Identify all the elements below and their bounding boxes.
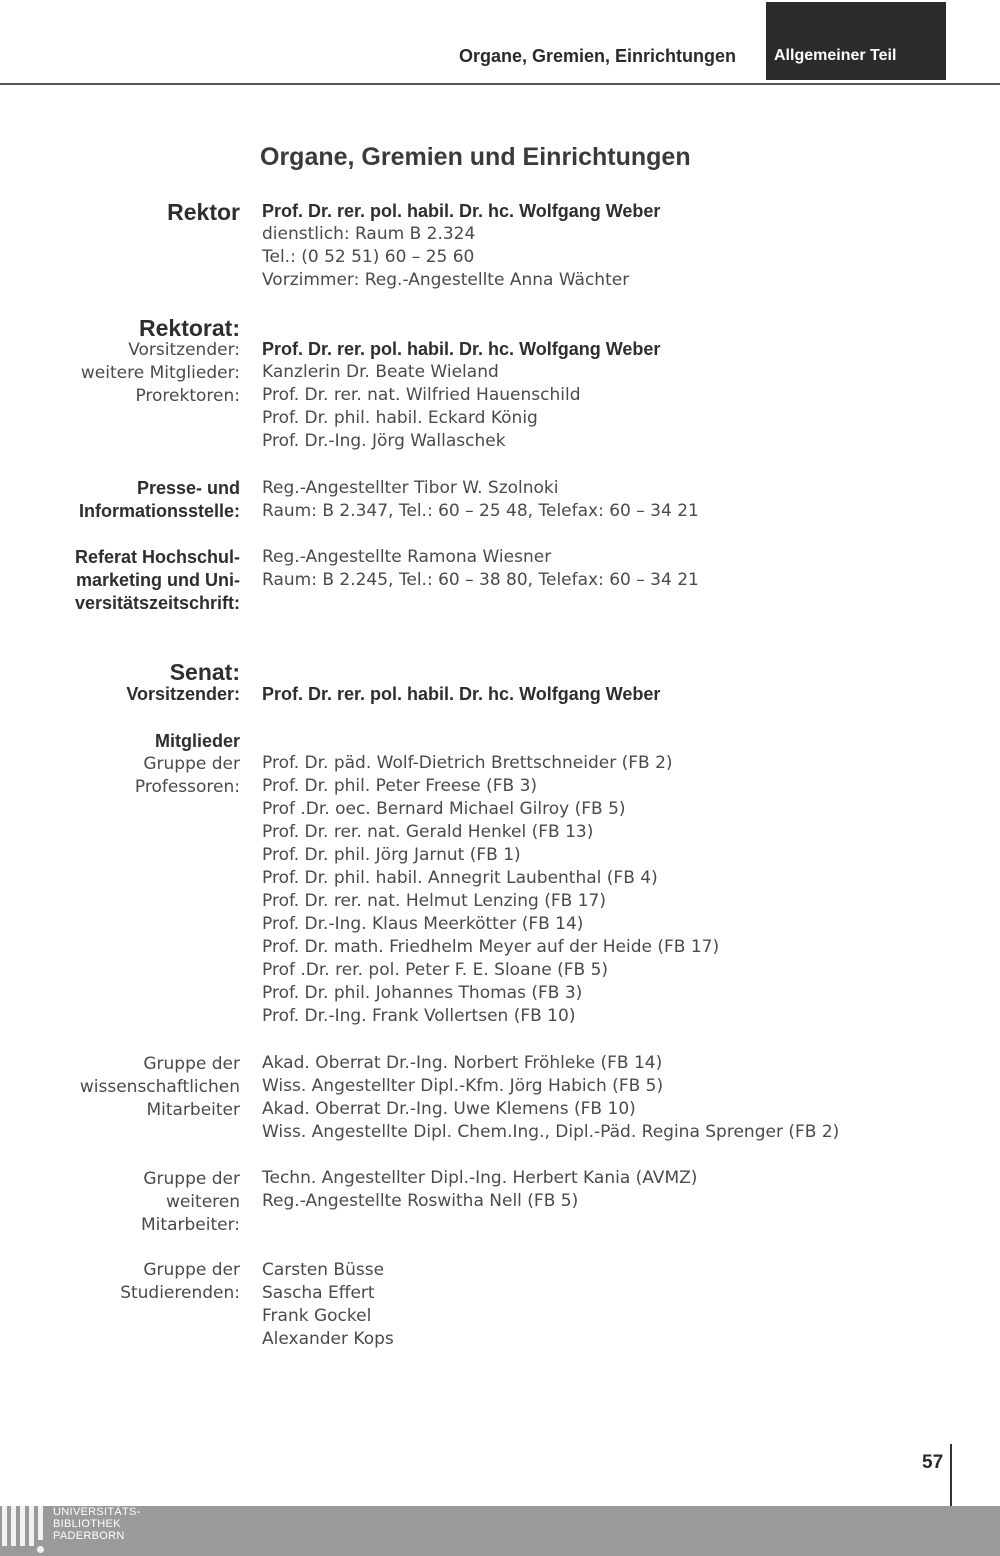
rektorat-member: Kanzlerin Dr. Beate Wieland (262, 362, 499, 382)
weitere-item: Reg.-Angestellte Roswitha Nell (FB 5) (262, 1191, 579, 1211)
page-number: 57 (922, 1452, 944, 1473)
referat-label-line1: Referat Hochschul- (74, 547, 240, 567)
studierende-label-line2: Studierenden: (120, 1283, 240, 1303)
wiss-item: Wiss. Angestellter Dipl.-Kfm. Jörg Habich (FB 5) (262, 1076, 664, 1096)
library-logo-line: PADERBORN (53, 1530, 125, 1542)
senat-chair-block (262, 683, 660, 706)
professor-item: Prof. Dr. phil. Johannes Thomas (FB 3) (262, 983, 583, 1003)
professor-item: Prof. Dr. phil. habil. Annegrit Laubenthal (FB 4) (262, 868, 658, 888)
weitere-list (262, 1167, 697, 1213)
referat-label-line3: versitätszeitschrift: (74, 593, 240, 613)
header-divider (0, 83, 1000, 85)
professor-item: Prof .Dr. oec. Bernard Michael Gilroy (FB 5) (262, 799, 626, 819)
presse-name: Reg.-Angestellter Tibor W. Szolnoki (262, 478, 559, 498)
professor-item: Prof. Dr. rer. nat. Gerald Henkel (FB 13) (262, 822, 594, 842)
referat-contact: Raum: B 2.245, Tel.: 60 – 38 80, Telefax: 60 – 34 21 (262, 570, 699, 590)
wiss-list (262, 1052, 839, 1144)
rektor-name: Prof. Dr. rer. pol. habil. Dr. hc. Wolfgang Weber (262, 201, 661, 221)
professoren-label-line2: Professoren: (134, 777, 240, 797)
prorektor-item: Prof. Dr. rer. nat. Wilfried Hauenschild (262, 385, 581, 405)
running-header-title: Organe, Gremien, Einrichtungen (458, 46, 736, 66)
referat-name: Reg.-Angestellte Ramona Wiesner (262, 547, 552, 567)
rektorat-heading: Rektorat: (139, 315, 240, 341)
rektorat-chair-label: Vorsitzender: (128, 340, 240, 360)
rektor-label: Rektor (167, 199, 240, 225)
wiss-item: Wiss. Angestellte Dipl. Chem.Ing., Dipl.-Päd. Regina Sprenger (FB 2) (262, 1122, 840, 1142)
section-tab: Allgemeiner Teil (766, 2, 946, 80)
senat-members-heading: Mitglieder (154, 731, 240, 751)
rektor-room: dienstlich: Raum B 2.324 (262, 224, 476, 244)
rektorat-prorektoren-label: Prorektoren: (135, 386, 240, 406)
wiss-item: Akad. Oberrat Dr.-Ing. Norbert Fröhleke (FB 14) (262, 1053, 663, 1073)
referat-label-line2: marketing und Uni- (75, 570, 240, 590)
referat-details (262, 546, 699, 592)
library-logo-line: UNIVERSITÄTS- (53, 1506, 141, 1518)
student-item: Alexander Kops (262, 1329, 394, 1349)
prorektor-item: Prof. Dr. phil. habil. Eckard König (262, 408, 538, 428)
professor-item: Prof .Dr. rer. pol. Peter F. E. Sloane (FB 5) (262, 960, 609, 980)
rektor-phone: Tel.: (0 52 51) 60 – 25 60 (262, 247, 475, 267)
weitere-label-line2: weiteren (165, 1192, 240, 1212)
presse-details (262, 477, 699, 523)
professor-item: Prof. Dr. rer. nat. Helmut Lenzing (FB 17) (262, 891, 606, 911)
presse-label-line1: Presse- und (136, 478, 240, 498)
wiss-label-line2: wissenschaftlichen (79, 1077, 240, 1097)
presse-contact: Raum: B 2.347, Tel.: 60 – 25 48, Telefax: 60 – 34 21 (262, 501, 699, 521)
senat-chair-label: Vorsitzender: (126, 684, 240, 704)
wiss-label-line3: Mitarbeiter (146, 1100, 240, 1120)
professor-item: Prof. Dr. phil. Peter Freese (FB 3) (262, 776, 538, 796)
student-item: Carsten Büsse (262, 1260, 385, 1280)
professor-item: Prof. Dr. math. Friedhelm Meyer auf der Heide (FB 17) (262, 937, 720, 957)
wiss-item: Akad. Oberrat Dr.-Ing. Uwe Klemens (FB 10) (262, 1099, 636, 1119)
page-title: Organe, Gremien und Einrichtungen (260, 143, 691, 171)
rektorat-members-label: weitere Mitglieder: (80, 363, 240, 383)
library-logo-text (53, 1506, 141, 1542)
library-logo-line: BIBLIOTHEK (53, 1518, 121, 1530)
rektorat-chair: Prof. Dr. rer. pol. habil. Dr. hc. Wolfgang Weber (262, 339, 661, 359)
professoren-list (262, 752, 719, 1028)
professor-item: Prof. Dr.-Ing. Klaus Meerkötter (FB 14) (262, 914, 584, 934)
footer-bar (0, 1506, 1000, 1556)
professor-item: Prof. Dr. päd. Wolf-Dietrich Brettschneider (FB 2) (262, 753, 673, 773)
presse-label-line2: Informationsstelle: (78, 501, 240, 521)
student-item: Sascha Effert (262, 1283, 375, 1303)
studierende-label-line1: Gruppe der (143, 1260, 240, 1280)
professoren-label-line1: Gruppe der (143, 754, 240, 774)
rektor-details (262, 200, 660, 292)
studierende-list (262, 1259, 394, 1351)
weitere-label-line1: Gruppe der (143, 1169, 240, 1189)
weitere-item: Techn. Angestellter Dipl.-Ing. Herbert Kania (AVMZ) (262, 1168, 698, 1188)
page-number-rule (950, 1444, 952, 1506)
prorektor-item: Prof. Dr.-Ing. Jörg Wallaschek (262, 431, 506, 451)
senat-heading: Senat: (169, 659, 240, 685)
professor-item: Prof. Dr. phil. Jörg Jarnut (FB 1) (262, 845, 521, 865)
student-item: Frank Gockel (262, 1306, 372, 1326)
professor-item: Prof. Dr.-Ing. Frank Vollertsen (FB 10) (262, 1006, 576, 1026)
library-logo-dot (37, 1546, 44, 1553)
weitere-label-line3: Mitarbeiter: (141, 1215, 240, 1235)
rektor-office: Vorzimmer: Reg.-Angestellte Anna Wächter (262, 270, 630, 290)
rektorat-details (262, 338, 660, 453)
senat-chair: Prof. Dr. rer. pol. habil. Dr. hc. Wolfgang Weber (262, 684, 661, 704)
wiss-label-line1: Gruppe der (143, 1054, 240, 1074)
